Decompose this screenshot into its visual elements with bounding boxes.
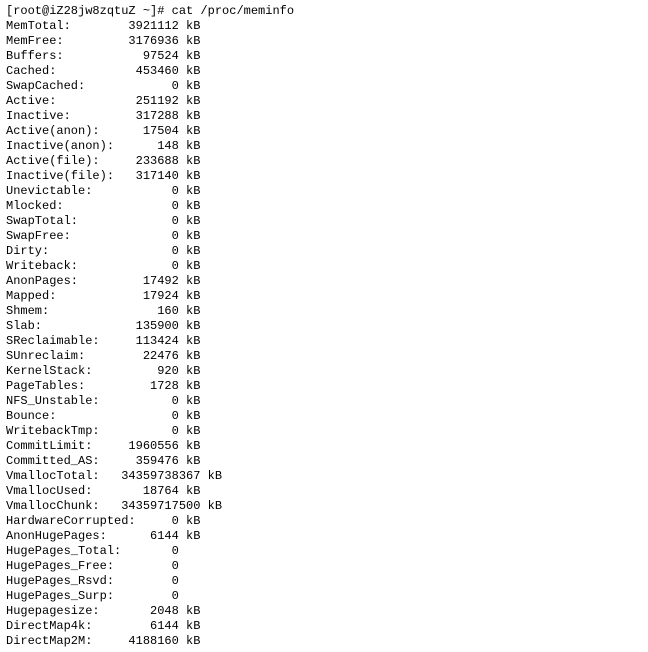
meminfo-line-mapped: Mapped: 17924 kB xyxy=(6,289,201,303)
meminfo-line-hugepages-free: HugePages_Free: 0 xyxy=(6,559,179,573)
meminfo-line-inactive-anon: Inactive(anon): 148 kB xyxy=(6,139,201,153)
meminfo-line-writebacktmp: WritebackTmp: 0 kB xyxy=(6,424,201,438)
meminfo-line-vmalloctotal: VmallocTotal: 34359738367 kB xyxy=(6,469,223,483)
meminfo-line-swapfree: SwapFree: 0 kB xyxy=(6,229,201,243)
meminfo-line-unevictable: Unevictable: 0 kB xyxy=(6,184,201,198)
meminfo-line-anonhugepages: AnonHugePages: 6144 kB xyxy=(6,529,201,543)
meminfo-line-directmap4k: DirectMap4k: 6144 kB xyxy=(6,619,201,633)
meminfo-line-buffers: Buffers: 97524 kB xyxy=(6,49,201,63)
meminfo-line-inactive-file: Inactive(file): 317140 kB xyxy=(6,169,201,183)
meminfo-line-hugepages-total: HugePages_Total: 0 xyxy=(6,544,179,558)
meminfo-line-swapcached: SwapCached: 0 kB xyxy=(6,79,201,93)
meminfo-line-memfree: MemFree: 3176936 kB xyxy=(6,34,201,48)
meminfo-line-hugepages-rsvd: HugePages_Rsvd: 0 xyxy=(6,574,179,588)
meminfo-line-dirty: Dirty: 0 kB xyxy=(6,244,201,258)
meminfo-line-sreclaimable: SReclaimable: 113424 kB xyxy=(6,334,201,348)
meminfo-line-kernelstack: KernelStack: 920 kB xyxy=(6,364,201,378)
meminfo-line-mlocked: Mlocked: 0 kB xyxy=(6,199,201,213)
meminfo-line-directmap2m: DirectMap2M: 4188160 kB xyxy=(6,634,201,648)
meminfo-line-hugepages-surp: HugePages_Surp: 0 xyxy=(6,589,179,603)
meminfo-line-hugepagesize: Hugepagesize: 2048 kB xyxy=(6,604,201,618)
meminfo-line-cached: Cached: 453460 kB xyxy=(6,64,201,78)
meminfo-line-writeback: Writeback: 0 kB xyxy=(6,259,201,273)
meminfo-line-active-file: Active(file): 233688 kB xyxy=(6,154,201,168)
meminfo-line-inactive: Inactive: 317288 kB xyxy=(6,109,201,123)
meminfo-line-memtotal: MemTotal: 3921112 kB xyxy=(6,19,201,33)
meminfo-line-vmallocused: VmallocUsed: 18764 kB xyxy=(6,484,201,498)
meminfo-line-vmallocchunk: VmallocChunk: 34359717500 kB xyxy=(6,499,223,513)
meminfo-line-active: Active: 251192 kB xyxy=(6,94,201,108)
meminfo-line-bounce: Bounce: 0 kB xyxy=(6,409,201,423)
meminfo-line-anonpages: AnonPages: 17492 kB xyxy=(6,274,201,288)
meminfo-line-hardwarecorrupted: HardwareCorrupted: 0 kB xyxy=(6,514,201,528)
meminfo-line-commitlimit: CommitLimit: 1960556 kB xyxy=(6,439,201,453)
command-prompt-line: [root@iZ28jw8zqtuZ ~]# cat /proc/meminfo xyxy=(6,4,295,18)
meminfo-line-nfs-unstable: NFS_Unstable: 0 kB xyxy=(6,394,201,408)
meminfo-line-pagetables: PageTables: 1728 kB xyxy=(6,379,201,393)
meminfo-line-active-anon: Active(anon): 17504 kB xyxy=(6,124,201,138)
meminfo-line-slab: Slab: 135900 kB xyxy=(6,319,201,333)
meminfo-line-committed-as: Committed_AS: 359476 kB xyxy=(6,454,201,468)
meminfo-line-swaptotal: SwapTotal: 0 kB xyxy=(6,214,201,228)
meminfo-line-shmem: Shmem: 160 kB xyxy=(6,304,201,318)
meminfo-line-sunreclaim: SUnreclaim: 22476 kB xyxy=(6,349,201,363)
